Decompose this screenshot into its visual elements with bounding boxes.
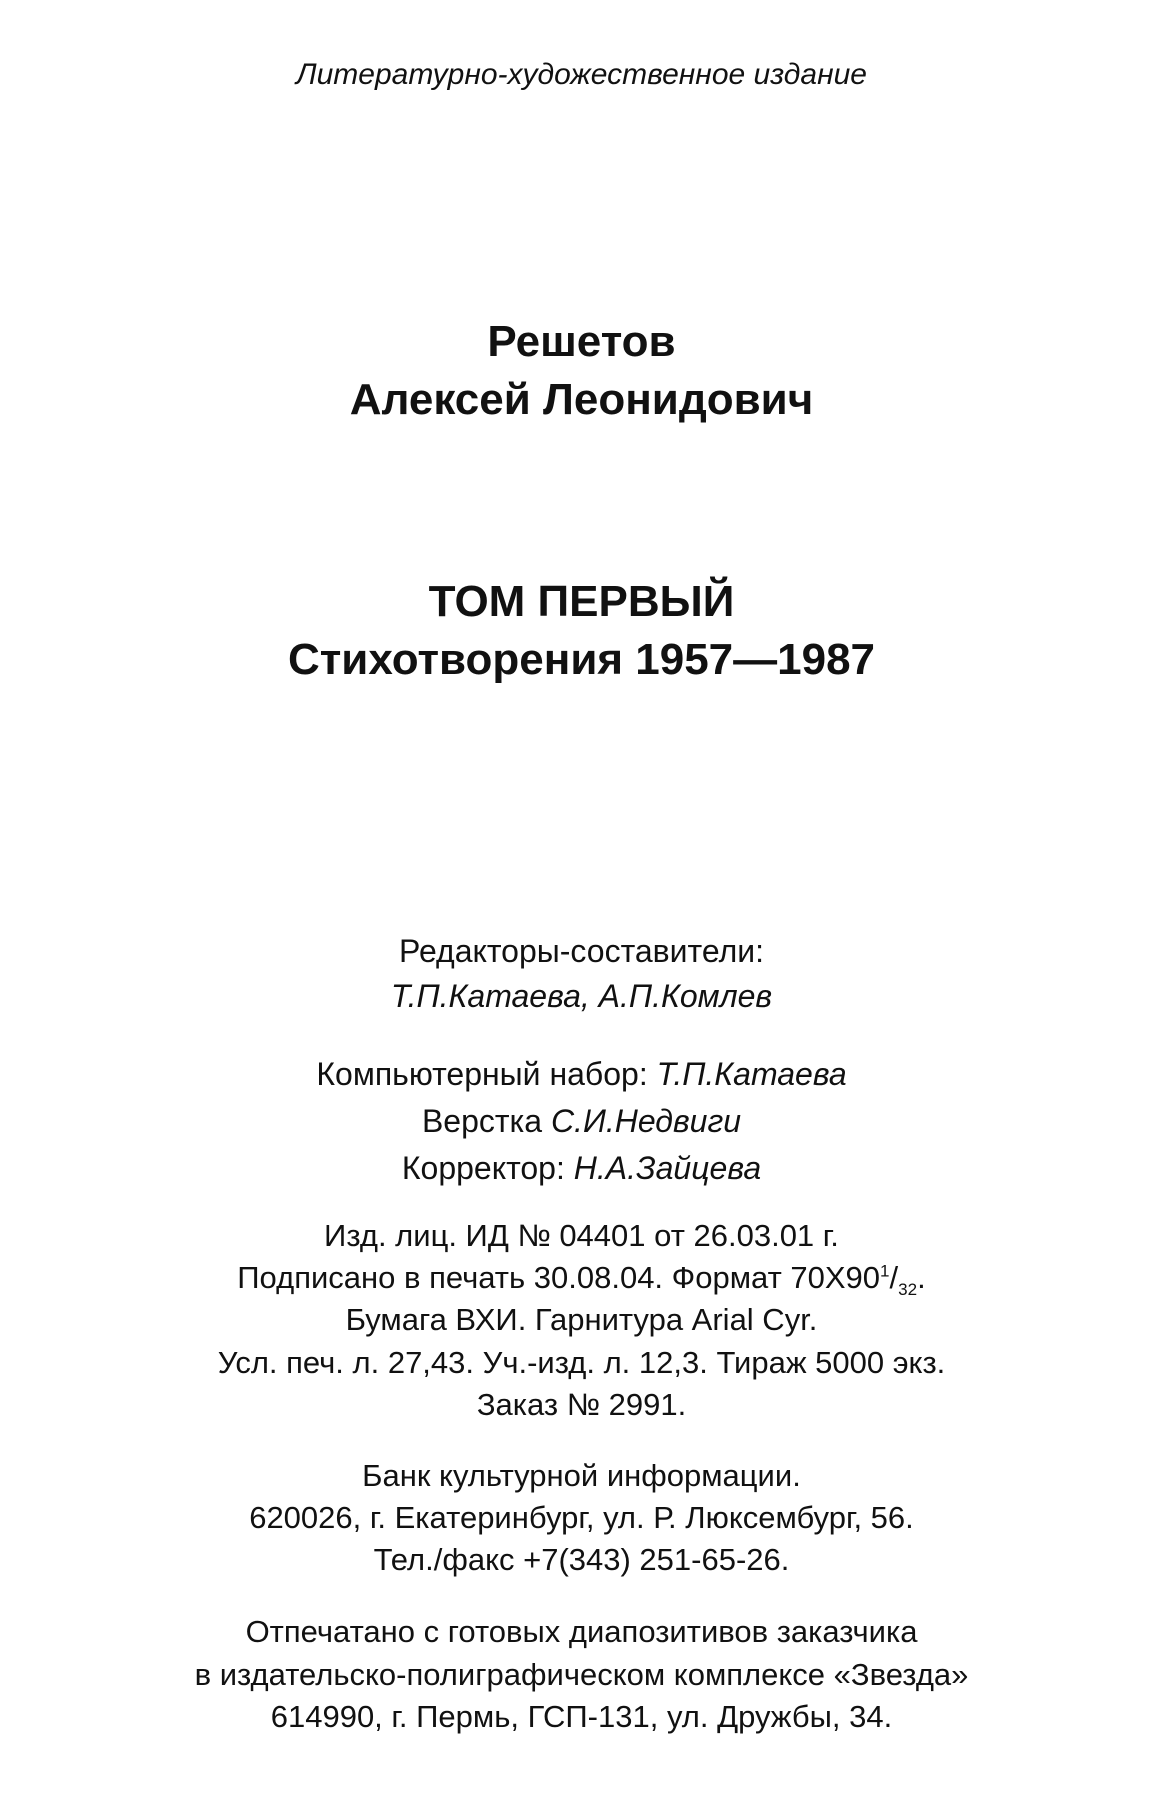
typesetting-name: Т.П.Катаева (656, 1056, 847, 1092)
editors-label: Редакторы-составители: (399, 933, 764, 969)
typesetting-credit (0, 1058, 1163, 1090)
format-fraction-numerator: 1 (880, 1261, 890, 1281)
author-surname: Решетов (487, 317, 676, 366)
layout-label: Верстка (421, 1103, 543, 1139)
publisher-name: Банк культурной информации. (362, 1458, 801, 1493)
author-given-names: Алексей Леонидович (349, 375, 814, 424)
proofreader-label: Корректор: (401, 1150, 565, 1186)
proofreader-name: Н.А.Зайцева (573, 1150, 762, 1186)
editors-names: Т.П.Катаева, А.П.Комлев (390, 978, 773, 1014)
typesetting-label: Компьютерный набор: (316, 1056, 648, 1092)
printer-line-2: в издательско-полиграфическом комплексе «Звезда» (194, 1657, 969, 1692)
printer-line-1: Отпечатано с готовых диапозитивов заказчика (245, 1614, 918, 1649)
format-fraction-denominator: 32 (898, 1280, 918, 1300)
volume-title: ТОМ ПЕРВЫЙ (428, 577, 735, 626)
publisher-address: 620026, г. Екатеринбург, ул. Р. Люксембург, 56. (249, 1500, 914, 1535)
printer-line-3: 614990, г. Пермь, ГСП-131, ул. Дружбы, 34. (270, 1699, 893, 1734)
volume-subtitle: Стихотворения 1957—1987 (287, 635, 876, 684)
order-line: Заказ № 2991. (476, 1387, 687, 1422)
paper-line: Бумага ВХИ. Гарнитура Arial Cyr. (345, 1302, 818, 1337)
signed-format-line (0, 1260, 1163, 1300)
layout-credit (0, 1105, 1163, 1137)
format-end: . (917, 1260, 926, 1295)
license-line: Изд. лиц. ИД № 04401 от 26.03.01 г. (324, 1218, 839, 1253)
proofreader-credit (0, 1152, 1163, 1184)
publisher-phone: Тел./факс +7(343) 251-65-26. (373, 1542, 790, 1577)
format-fraction-slash: / (889, 1260, 899, 1295)
sheets-line: Усл. печ. л. 27,43. Уч.-изд. л. 12,3. Тираж 5000 экз. (217, 1345, 946, 1380)
layout-name: С.И.Недвиги (550, 1103, 742, 1139)
signed-prefix: Подписано в печать 30.08.04. Формат 70Х90 (237, 1260, 881, 1295)
series-note: Литературно-художественное издание (296, 58, 867, 91)
